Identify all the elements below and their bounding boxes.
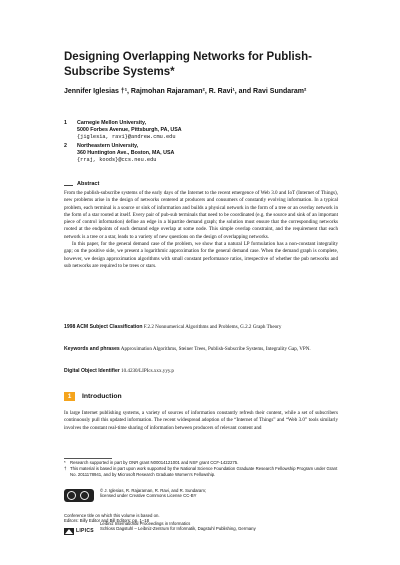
section-number: 1 [64, 392, 75, 401]
section-heading [64, 392, 264, 402]
doi-text: 10.4230/LIPIcs.xxx.yyy.p [121, 368, 174, 374]
copyright-notice [100, 488, 350, 499]
abstract-rule [64, 185, 73, 186]
doi-label: Digital Object Identifier [64, 368, 120, 374]
copyright-line: licensed under Creative Commons License CC-BY [100, 493, 197, 499]
affiliation-email: {rraj, koods}@ccs.neu.edu [77, 156, 157, 163]
lipics-line: Leibniz International Proceedings in Informatics [100, 521, 191, 526]
section-title: Introduction [82, 393, 122, 400]
lipics-publisher [100, 521, 350, 532]
affiliation-line: 5000 Forbes Avenue, Pittsburgh, PA, USA [77, 126, 182, 133]
cc-license-icon [64, 489, 94, 502]
footnote [64, 466, 338, 478]
affiliation-email: {jiglesia, ravi}@andrew.cmu.edu [77, 133, 176, 140]
keywords-text: Approximation Algorithms, Steiner Trees, Publish-Subscribe Systems, Integrality Gap, VPN. [120, 346, 311, 352]
footnote-mark: † [64, 465, 67, 471]
by-circle-icon [80, 491, 89, 500]
affiliation-2 [64, 143, 354, 163]
intro-body [64, 410, 338, 432]
abstract-body [64, 190, 338, 270]
conference-line: Conference title on which this volume is based on. [64, 513, 160, 518]
affiliation-line: Northeastern University, [77, 143, 139, 150]
footnote-rule [64, 458, 112, 459]
affiliation-line: 360 Huntington Ave., Boston, MA, USA [77, 150, 175, 157]
affiliation-line: Carnegie Mellon University, [77, 120, 147, 126]
abstract-paragraph: From the publish-subscribe systems of the early days of the Internet to the recent emergence of Web 3.0 and IoT (Internet of Things), new problems arise in the design of networks centered at producers and consumers of constantly evolving information. In a typical problem, each terminal is a source or sink of information and builds a physical network in the form of a tree or an overlay network in the form of a star rooted at itself. Every pair of pub-sub terminals that need to be coordinated (e.g. the source and sink of an important piece of control information) define an edge in a bipartite demand graph; the solution must ensure that the corresponding networks rooted at the endpoints of each demand edge overlap at some node. This simple overlap constraint, and the requirement that each network is a tree or a star, leads to a variety of new questions on the design of overlapping networks. [64, 190, 338, 240]
acm-label: 1998 ACM Subject Classification [64, 324, 143, 330]
abstract-heading [64, 181, 338, 189]
footnote-text: This material is based in part upon work supported by the National Science Foundation Graduate Research Fellowship Program under Grant No. 2011178941, and by Microsoft Research Graduate Women's Fellowship. [70, 465, 338, 477]
cc-circle-icon [67, 491, 76, 500]
paper-title: Designing Overlapping Networks for Publish-Subscribe Systems* [64, 51, 312, 78]
affiliation-number: 1 [64, 120, 67, 126]
author-list: Jennifer Iglesias †¹, Rajmohan Rajaraman², R. Ravi¹, and Ravi Sundaram² [64, 88, 307, 95]
lipics-line: Schloss Dagstuhl – Leibniz-Zentrum für Informatik, Dagstuhl Publishing, Germany [100, 526, 256, 532]
abstract-label: Abstract [77, 181, 100, 187]
footnotes [64, 460, 338, 477]
acm-text: F.2.2 Nonnumerical Algorithms and Problems, G.2.2 Graph Theory [143, 324, 282, 330]
copyright-line: © J. Iglesias, R. Rajaraman, R. Ravi, and R. Sundaram; [100, 488, 207, 493]
intro-paragraph: In large Internet publishing systems, a variety of sources of information constantly refresh their content, while a set of subscribers continuously pull this updated information. The recent widespread adoption of the “Internet of Things” and “Web 3.0” tools similarly involves the constant real-time sharing of information between producers of relevant content and [64, 410, 338, 431]
abstract-paragraph: In this paper, for the general demand case of the problem, we show that a natural LP formulation has a non-constant integrality gap; on the positive side, we present a logarithmic approximation for the general demand case. When the demand graph is complete, however, we design approximation algorithms with small constant performance ratios, irrespective of whether the pub networks and sub networks are required to be trees or stars. [64, 241, 338, 269]
affiliation-number: 2 [64, 143, 67, 150]
doi [64, 368, 338, 375]
conference-line: Editors: Billy Editor and Bill Editors; pp. 1–18 [64, 518, 150, 524]
lipics-logo-text: LIPICS [76, 528, 94, 534]
footnote-mark: * [64, 460, 66, 465]
acm-classification [64, 324, 338, 331]
footnote-text: Research supported in part by ONR grant N00014121001 and NSF grant CCF-1422275. [70, 460, 239, 465]
keywords [64, 346, 338, 353]
affiliations [64, 120, 354, 167]
affiliation-1 [64, 120, 354, 140]
keywords-label: Keywords and phrases [64, 346, 120, 352]
